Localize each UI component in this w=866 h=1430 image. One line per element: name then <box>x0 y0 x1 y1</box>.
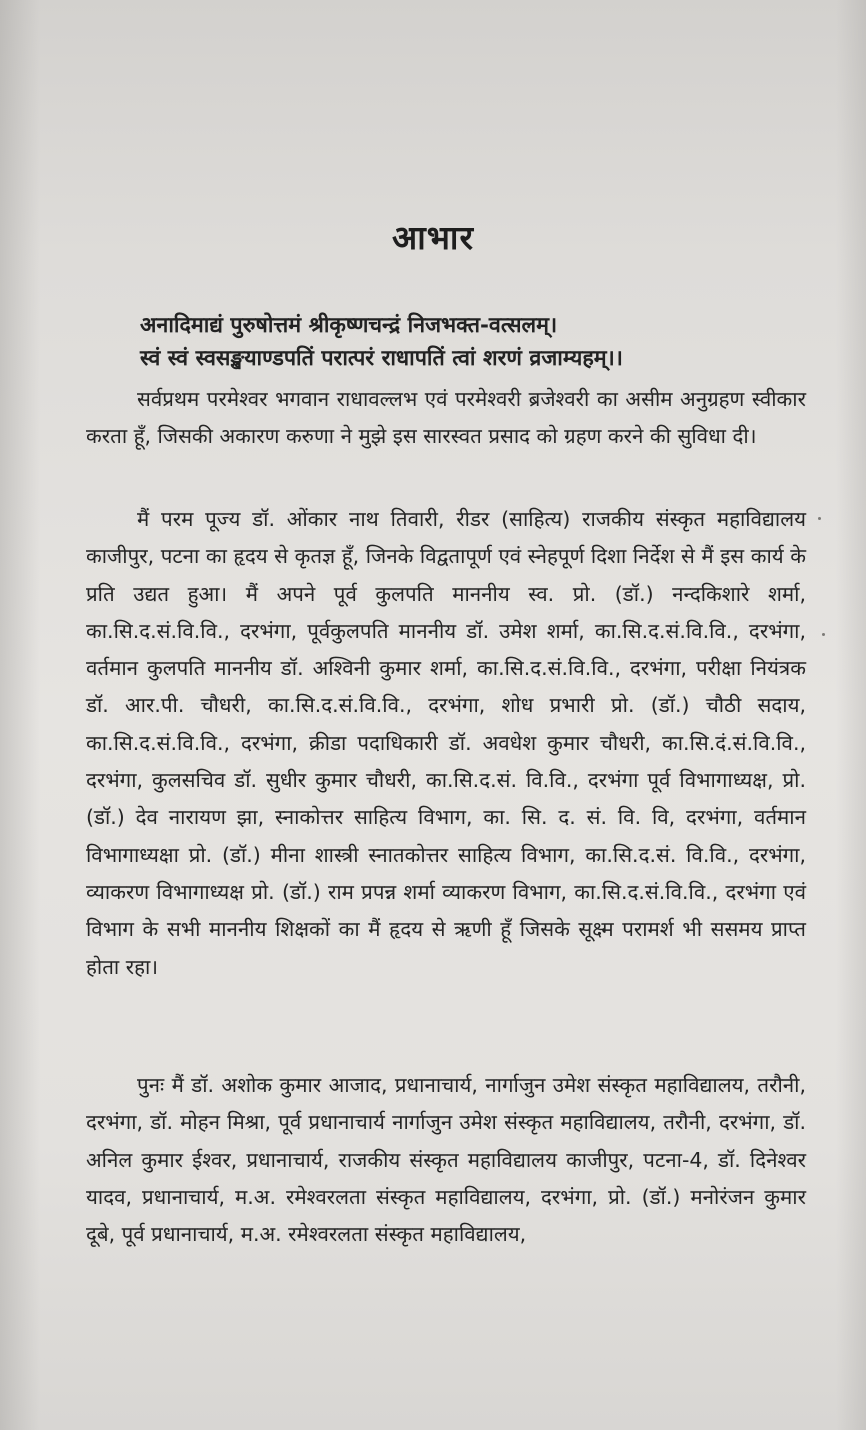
paragraph: पुनः मैं डॉ. अशोक कुमार आजाद, प्रधानाचार्य, नार्गाजुन उमेश संस्कृत महाविद्यालय, तरौनी, दरभंगा, डॉ. मोहन मिश्रा, पूर्व प्रधानाचार्य नार्गाजुन उमेश संस्कृत महाविद्यालय, तरौनी, दरभंगा, डॉ. अनिल कुमार ईश्वर, प्रधानाचार्य, राजकीय संस्कृत महाविद्यालय काजीपुर, पटना-4, डॉ. दिनेश्वर यादव, प्रधानाचार्य, म.अ. रमेश्वरलता संस्कृत महाविद्यालय, दरभंगा, प्रो. (डॉ.) मनोरंजन कुमार दूबे, पूर्व प्रधानाचार्य, म.अ. रमेश्वरलता संस्कृत महाविद्यालय, <box>86 1073 806 1247</box>
page-heading: आभार <box>392 218 474 257</box>
paper-speck <box>818 517 821 520</box>
paragraph: सर्वप्रथम परमेश्वर भगवान राधावल्लभ एवं परमेश्वरी ब्रजेश्वरी का असीम अनुग्रहण स्वीकार करता हूँ, जिसकी अकारण करुणा ने मुझे इस सारस्वत प्रसाद को ग्रहण करने की सुविधा दी। <box>86 387 806 449</box>
invocation-verse-line-1: अनादिमाद्यं पुरुषोत्तमं श्रीकृष्णचन्द्रं निजभक्त-वत्सलम्। <box>140 313 558 338</box>
paragraph: मैं परम पूज्य डॉ. ओंकार नाथ तिवारी, रीडर (साहित्य) राजकीय संस्कृत महाविद्यालय काजीपुर, पटना का हृदय से कृतज्ञ हूँ, जिनके विद्वतापूर्ण एवं स्नेहपूर्ण दिशा निर्देश से मैं इस कार्य के प्रति उद्यत हुआ। मैं अपने पूर्व कुलपति माननीय स्व. प्रो. (डॉ.) नन्दकिशारे शर्मा, का.सि.द.सं.वि.वि., दरभंगा, पूर्वकुलपति माननीय डॉ. उमेश शर्मा, का.सि.द.सं.वि.वि., दरभंगा, वर्तमान कुलपति माननीय डॉ. अश्विनी कुमार शर्मा, का.सि.द.सं.वि.वि., दरभंगा, परीक्षा नियंत्रक डॉ. आर.पी. चौधरी, का.सि.द.सं.वि.वि., दरभंगा, शोध प्रभारी प्रो. (डॉ.) चौठी सदाय, का.सि.द.सं.वि.वि., दरभंगा, क्रीडा पदाधिकारी डॉ. अवधेश कुमार चौधरी, का.सि.दं.सं.वि.वि., दरभंगा, कुलसचिव डॉ. सुधीर कुमार चौधरी, का.सि.द.सं. वि.वि., दरभंगा पूर्व विभागाध्यक्ष, प्रो. (डॉ.) देव नारायण झा, स्नाकोत्तर साहित्य विभाग, का. सि. द. सं. वि. वि, दरभंगा, वर्तमान विभागाध्यक्षा प्रो. (डॉ.) मीना शास्त्री स्नातकोत्तर साहित्य विभाग, का.सि.द.सं. वि.वि., दरभंगा, व्याकरण विभागाध्यक्ष प्रो. (डॉ.) राम प्रपन्न शर्मा व्याकरण विभाग, का.सि.द.सं.वि.वि., दरभंगा एवं विभाग के सभी माननीय शिक्षकों का मैं हृदय से ऋणी हूँ जिसके सूक्ष्म परामर्श भी ससमय प्राप्त होता रहा। <box>86 507 806 979</box>
paper-speck <box>822 633 825 636</box>
paragraph-block-1 <box>86 381 806 456</box>
paragraph-block-3 <box>86 1067 806 1253</box>
paragraph-block-2 <box>86 501 806 986</box>
invocation-verse-line-2: स्वं स्वं स्वसङ्खयाण्डपतिं परात्परं राधापतिं त्वां शरणं व्रजाम्यहम्।। <box>140 346 623 371</box>
